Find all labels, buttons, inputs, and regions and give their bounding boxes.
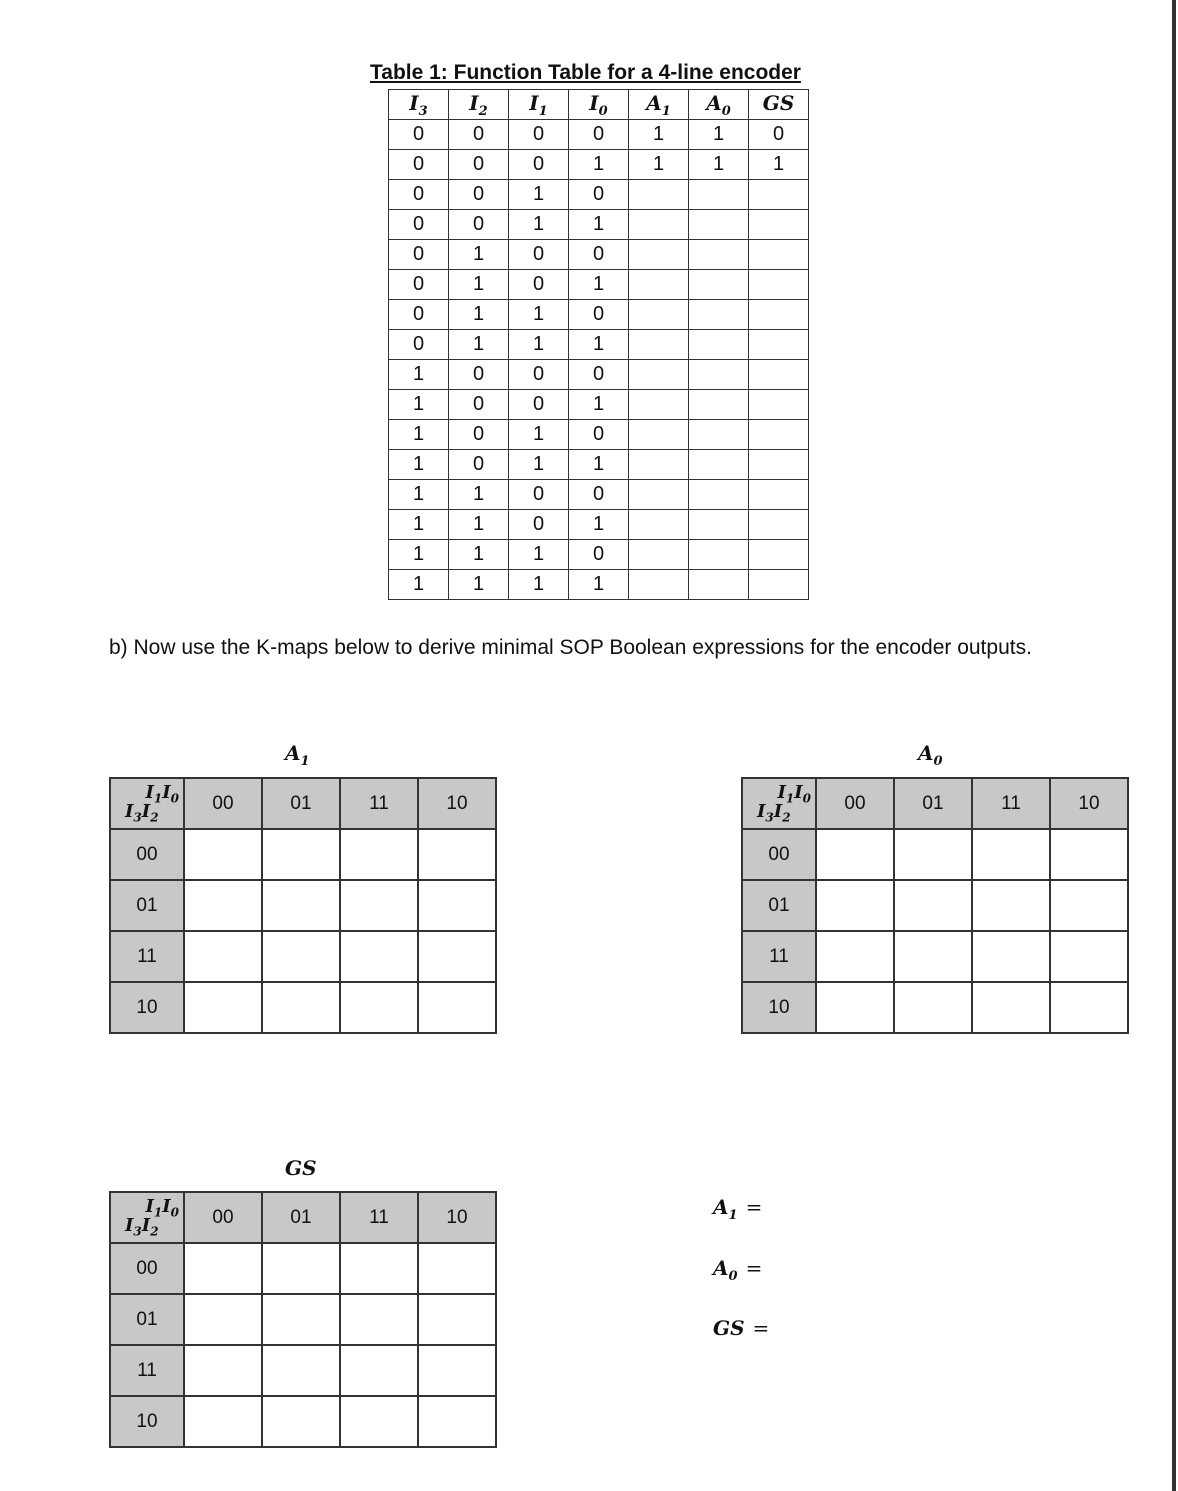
table-cell (749, 330, 809, 360)
table-row (389, 210, 809, 240)
kmap-cell[interactable] (418, 880, 496, 931)
var: I (794, 782, 803, 803)
table-header-row (389, 90, 809, 120)
equals-sign: = (745, 1195, 763, 1219)
equation-base: A (713, 1195, 729, 1219)
table-header-cell (749, 90, 809, 120)
table-cell (629, 480, 689, 510)
table-cell: 0 (389, 180, 449, 210)
table-cell (749, 390, 809, 420)
kmap-cell[interactable] (340, 1345, 418, 1396)
kmap-col-label: 01 (262, 778, 340, 829)
table-cell: 0 (449, 360, 509, 390)
table-cell: 0 (569, 480, 629, 510)
kmap-title-sub: 0 (933, 754, 943, 769)
kmap-row-label: 00 (742, 829, 816, 880)
kmap-title-a1 (285, 741, 310, 769)
kmap-cell[interactable] (418, 931, 496, 982)
var-sub: 3 (133, 811, 142, 825)
kmap-col-label: 01 (894, 778, 972, 829)
var: I (145, 1196, 154, 1217)
table-row (389, 240, 809, 270)
kmap-row (110, 1345, 496, 1396)
table-row (389, 360, 809, 390)
table-row (389, 540, 809, 570)
table-cell: 0 (509, 510, 569, 540)
table-cell: 0 (449, 390, 509, 420)
table-cell (749, 540, 809, 570)
var-sub: 0 (170, 1205, 179, 1220)
kmap-col-label: 00 (816, 778, 894, 829)
header-base: A (706, 90, 722, 115)
table-cell (749, 210, 809, 240)
kmap-row-label: 00 (110, 1243, 184, 1294)
table-cell: 1 (509, 180, 569, 210)
kmap-row-variables (757, 801, 791, 825)
table-row (389, 420, 809, 450)
var: I (125, 801, 134, 823)
kmap-title-gs (285, 1156, 317, 1184)
kmap-cell[interactable] (340, 1243, 418, 1294)
kmap-row (742, 880, 1128, 931)
table-cell: 0 (449, 150, 509, 180)
table-row (389, 480, 809, 510)
kmap-row-label: 11 (110, 931, 184, 982)
table-cell: 0 (389, 150, 449, 180)
kmap-cell[interactable] (262, 829, 340, 880)
kmap-row (742, 829, 1128, 880)
kmap-cell[interactable] (262, 931, 340, 982)
table-cell (689, 330, 749, 360)
kmap-cell[interactable] (184, 1243, 262, 1294)
table-cell (629, 270, 689, 300)
table-cell: 1 (509, 300, 569, 330)
var-sub: 0 (170, 791, 179, 806)
var-sub: 1 (785, 791, 795, 806)
table-cell: 1 (389, 480, 449, 510)
var-sub: 1 (153, 1205, 163, 1220)
kmap-cell[interactable] (262, 1294, 340, 1345)
kmap-row-label: 10 (742, 982, 816, 1033)
kmap-cell[interactable] (972, 829, 1050, 880)
kmap-col-label: 11 (340, 1192, 418, 1243)
table-cell: 1 (509, 210, 569, 240)
kmap-a0 (741, 777, 1129, 1034)
table-cell (689, 180, 749, 210)
equation-a0 (713, 1256, 762, 1284)
table-cell (629, 210, 689, 240)
kmap-cell[interactable] (894, 880, 972, 931)
header-base: GS (762, 90, 795, 115)
kmap-col-label: 10 (418, 1192, 496, 1243)
table-cell (749, 180, 809, 210)
table-cell (689, 480, 749, 510)
table-cell (689, 240, 749, 270)
kmap-cell[interactable] (894, 982, 972, 1033)
table-cell: 0 (509, 360, 569, 390)
kmap-cell[interactable] (1050, 982, 1128, 1033)
kmap-row (110, 982, 496, 1033)
kmap-cell[interactable] (340, 931, 418, 982)
table-cell: 1 (569, 210, 629, 240)
kmap-cell[interactable] (972, 931, 1050, 982)
kmap-cell[interactable] (1050, 829, 1128, 880)
kmap-gs (109, 1191, 497, 1448)
var: I (125, 1215, 134, 1237)
table-cell (629, 300, 689, 330)
table-cell: 0 (509, 120, 569, 150)
kmap-col-label: 00 (184, 1192, 262, 1243)
table-cell: 0 (449, 450, 509, 480)
header-sub: 3 (418, 103, 428, 119)
kmap-corner (110, 778, 184, 829)
table-row (389, 570, 809, 600)
kmap-cell[interactable] (262, 880, 340, 931)
var-sub: 1 (153, 791, 163, 806)
table-cell: 0 (509, 240, 569, 270)
kmap-row-label: 10 (110, 982, 184, 1033)
table-cell: 0 (569, 180, 629, 210)
table-row (389, 330, 809, 360)
table-cell (689, 360, 749, 390)
header-base: I (409, 90, 419, 115)
kmap-cell[interactable] (418, 1243, 496, 1294)
kmap-a1 (109, 777, 497, 1034)
table-cell (689, 570, 749, 600)
table-cell (689, 510, 749, 540)
kmap-cell[interactable] (894, 931, 972, 982)
table-header-cell (449, 90, 509, 120)
var: I (773, 801, 783, 823)
kmap-cell[interactable] (894, 829, 972, 880)
kmap-title-base: GS (285, 1156, 317, 1180)
table-cell (749, 360, 809, 390)
table-caption: Table 1: Function Table for a 4-line encoder (370, 61, 801, 84)
var-sub: 2 (150, 811, 159, 825)
kmap-row (742, 982, 1128, 1033)
equation-a1 (713, 1195, 762, 1223)
equals-sign: = (745, 1256, 763, 1280)
table-cell: 1 (449, 480, 509, 510)
equation-gs (713, 1316, 769, 1344)
equation-sub: 0 (728, 1269, 738, 1284)
table-cell: 1 (569, 390, 629, 420)
header-sub: 2 (478, 103, 488, 119)
table-cell: 0 (449, 120, 509, 150)
page-edge (1172, 0, 1176, 1491)
kmap-cell[interactable] (184, 829, 262, 880)
kmap-cell[interactable] (184, 880, 262, 931)
kmap-cell[interactable] (816, 829, 894, 880)
table-cell (749, 300, 809, 330)
header-sub: 1 (661, 103, 671, 119)
table-row (389, 450, 809, 480)
kmap-corner (742, 778, 816, 829)
kmap-row-label: 11 (742, 931, 816, 982)
instruction-text: b) Now use the K-maps below to derive minimal SOP Boolean expressions for the encoder outputs. (109, 636, 1032, 659)
var-sub: 0 (802, 791, 811, 806)
table-cell: 1 (389, 390, 449, 420)
kmap-corner (110, 1192, 184, 1243)
table-cell (749, 420, 809, 450)
table-cell (629, 570, 689, 600)
kmap-row (110, 829, 496, 880)
kmap-row-label: 01 (110, 880, 184, 931)
header-base: I (469, 90, 479, 115)
kmap-cell[interactable] (816, 982, 894, 1033)
kmap-col-label: 10 (418, 778, 496, 829)
function-table (388, 89, 809, 600)
table-cell (629, 330, 689, 360)
var: I (141, 1215, 151, 1237)
table-cell (629, 180, 689, 210)
table-cell: 1 (449, 300, 509, 330)
kmap-header-row (110, 1192, 496, 1243)
kmap-row (110, 880, 496, 931)
table-row (389, 120, 809, 150)
table-cell (629, 450, 689, 480)
table-cell (689, 270, 749, 300)
table-cell: 0 (389, 300, 449, 330)
table-cell: 0 (569, 240, 629, 270)
kmap-cell[interactable] (262, 982, 340, 1033)
table-cell: 0 (449, 210, 509, 240)
table-cell: 1 (569, 570, 629, 600)
table-cell: 1 (509, 540, 569, 570)
table-cell: 0 (569, 120, 629, 150)
var: I (162, 782, 171, 803)
kmap-row-label: 01 (742, 880, 816, 931)
kmap-row-label: 11 (110, 1345, 184, 1396)
kmap-col-label: 00 (184, 778, 262, 829)
header-base: I (589, 90, 599, 115)
table-cell: 1 (449, 510, 509, 540)
var: I (162, 1196, 171, 1217)
kmap-row-variables (125, 801, 159, 825)
table-cell: 0 (749, 120, 809, 150)
kmap-row (742, 931, 1128, 982)
kmap-cell[interactable] (1050, 880, 1128, 931)
table-cell (749, 570, 809, 600)
kmap-title-sub: 1 (300, 754, 310, 769)
table-cell: 1 (449, 270, 509, 300)
kmap-cell[interactable] (262, 1396, 340, 1447)
table-cell (629, 360, 689, 390)
kmap-cell[interactable] (262, 1243, 340, 1294)
table-cell: 1 (509, 570, 569, 600)
equation-base: GS (713, 1316, 745, 1340)
kmap-col-label: 11 (972, 778, 1050, 829)
kmap-row (110, 931, 496, 982)
table-cell: 1 (569, 330, 629, 360)
kmap-title-base: A (918, 741, 934, 765)
kmap-cell[interactable] (418, 1396, 496, 1447)
table-cell: 1 (689, 120, 749, 150)
table-cell: 1 (509, 450, 569, 480)
kmap-cell[interactable] (418, 1294, 496, 1345)
kmap-cell[interactable] (184, 982, 262, 1033)
table-cell (749, 240, 809, 270)
table-cell: 1 (569, 450, 629, 480)
table-cell: 0 (509, 150, 569, 180)
kmap-row (110, 1294, 496, 1345)
kmap-cell[interactable] (418, 1345, 496, 1396)
table-cell (749, 450, 809, 480)
table-cell: 0 (569, 420, 629, 450)
table-cell: 0 (449, 180, 509, 210)
header-base: I (529, 90, 539, 115)
table-cell: 1 (389, 540, 449, 570)
table-cell (689, 300, 749, 330)
kmap-cell[interactable] (816, 880, 894, 931)
table-cell: 1 (389, 570, 449, 600)
kmap-cell[interactable] (340, 982, 418, 1033)
kmap-title-base: A (285, 741, 301, 765)
kmap-cell[interactable] (340, 1294, 418, 1345)
table-cell (629, 510, 689, 540)
table-header-cell (389, 90, 449, 120)
table-row (389, 150, 809, 180)
kmap-row-label: 10 (110, 1396, 184, 1447)
table-cell: 1 (689, 150, 749, 180)
kmap-row-label: 01 (110, 1294, 184, 1345)
table-header-cell (629, 90, 689, 120)
var: I (145, 782, 154, 803)
header-sub: 1 (538, 103, 548, 119)
table-cell: 1 (629, 150, 689, 180)
table-cell: 1 (509, 420, 569, 450)
table-cell: 0 (389, 210, 449, 240)
kmap-header-row (742, 778, 1128, 829)
table-header-cell (689, 90, 749, 120)
table-cell (629, 420, 689, 450)
table-cell: 1 (569, 270, 629, 300)
table-cell: 0 (389, 270, 449, 300)
table-cell: 1 (449, 540, 509, 570)
table-cell (689, 540, 749, 570)
var-sub: 2 (782, 811, 791, 825)
kmap-cell[interactable] (1050, 931, 1128, 982)
kmap-cell[interactable] (418, 982, 496, 1033)
header-sub: 0 (721, 103, 731, 119)
table-cell: 0 (509, 270, 569, 300)
var: I (777, 782, 786, 803)
table-cell: 0 (509, 480, 569, 510)
table-cell: 1 (389, 360, 449, 390)
table-cell: 1 (389, 420, 449, 450)
table-cell (689, 390, 749, 420)
kmap-col-label: 10 (1050, 778, 1128, 829)
var-sub: 3 (133, 1225, 142, 1239)
table-header-cell (509, 90, 569, 120)
var: I (141, 801, 151, 823)
kmap-cell[interactable] (340, 829, 418, 880)
table-cell: 0 (569, 300, 629, 330)
table-header-cell (569, 90, 629, 120)
table-cell: 0 (509, 390, 569, 420)
kmap-title-a0 (918, 741, 943, 769)
equation-sub: 1 (728, 1208, 738, 1223)
kmap-cell[interactable] (184, 1294, 262, 1345)
table-cell (749, 510, 809, 540)
kmap-cell[interactable] (816, 931, 894, 982)
kmap-row-variables (125, 1215, 159, 1239)
table-cell (689, 450, 749, 480)
equation-base: A (713, 1256, 729, 1280)
kmap-row (110, 1396, 496, 1447)
kmap-cell[interactable] (262, 1345, 340, 1396)
kmap-header-row (110, 778, 496, 829)
table-cell: 0 (569, 360, 629, 390)
table-cell (629, 540, 689, 570)
header-sub: 0 (598, 103, 608, 119)
kmap-row-label: 00 (110, 829, 184, 880)
table-cell (689, 420, 749, 450)
table-cell (629, 390, 689, 420)
kmap-row (110, 1243, 496, 1294)
var: I (757, 801, 766, 823)
table-cell (749, 270, 809, 300)
var-sub: 3 (765, 811, 774, 825)
table-cell: 1 (449, 330, 509, 360)
kmap-col-label: 11 (340, 778, 418, 829)
table-cell: 0 (389, 120, 449, 150)
kmap-cell[interactable] (972, 880, 1050, 931)
table-cell: 1 (629, 120, 689, 150)
kmap-cell[interactable] (418, 829, 496, 880)
kmap-cell[interactable] (184, 1345, 262, 1396)
kmap-cell[interactable] (972, 982, 1050, 1033)
table-cell (749, 480, 809, 510)
kmap-cell[interactable] (340, 1396, 418, 1447)
table-cell: 1 (569, 150, 629, 180)
table-cell: 0 (569, 540, 629, 570)
kmap-col-label: 01 (262, 1192, 340, 1243)
table-cell (689, 210, 749, 240)
table-row (389, 390, 809, 420)
table-body (389, 120, 809, 600)
table-cell: 0 (449, 420, 509, 450)
var-sub: 2 (150, 1225, 159, 1239)
table-cell (629, 240, 689, 270)
table-row (389, 270, 809, 300)
table-cell: 1 (509, 330, 569, 360)
table-cell: 1 (389, 450, 449, 480)
equals-sign: = (752, 1316, 770, 1340)
table-row (389, 510, 809, 540)
kmap-cell[interactable] (340, 880, 418, 931)
table-cell: 1 (449, 240, 509, 270)
kmap-cell[interactable] (184, 931, 262, 982)
table-cell: 1 (749, 150, 809, 180)
header-base: A (646, 90, 662, 115)
kmap-cell[interactable] (184, 1396, 262, 1447)
table-cell: 1 (389, 510, 449, 540)
table-cell: 0 (389, 240, 449, 270)
table-row (389, 300, 809, 330)
table-row (389, 180, 809, 210)
table-cell: 1 (449, 570, 509, 600)
table-cell: 0 (389, 330, 449, 360)
table-cell: 1 (569, 510, 629, 540)
